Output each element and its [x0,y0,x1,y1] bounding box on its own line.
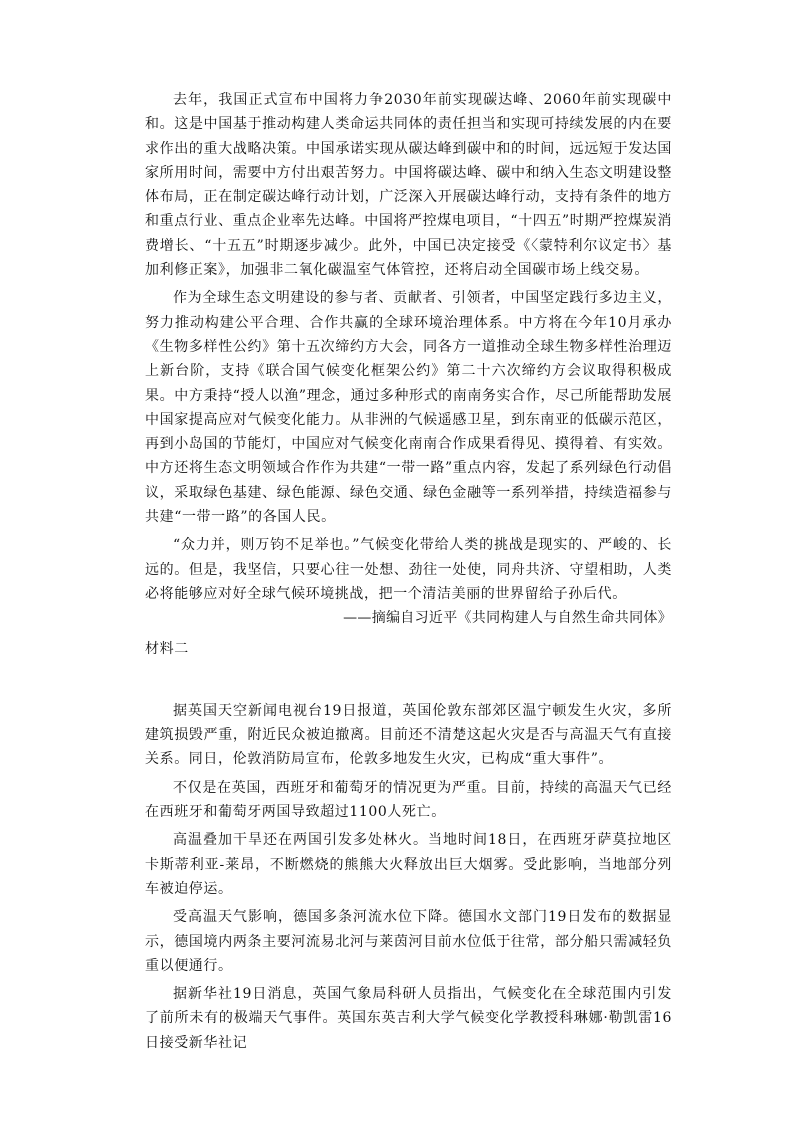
material-one-paragraph-3: “众力并，则万钧不足举也。”气候变化带给人类的挑战是现实的、严峻的、长远的。但是，我坚信，只要心往一处想、劲往一处使，同舟共济、守望相助，人类必将能够应对好全球气候环境挑战，把一个清洁美丽的世界留给子孙后代。 [145,537,672,602]
material-two-paragraph-5: 据新华社19日消息，英国气象局科研人员指出，气候变化在全球范围内引发了前所未有的极端天气事件。英国东英吉利大学气候变化学教授科琳娜·勒凯雷16日接受新华社记 [145,986,672,1051]
material-one-paragraph-2: 作为全球生态文明建设的参与者、贡献者、引领者，中国坚定践行多边主义，努力推动构建公平合理、合作共赢的全球环境治理体系。中方将在今年10月承办《生物多样性公约》第十五次缔约方大会，同各方一道推动全球生物多样性治理迈上新台阶，支持《联合国气候变化框架公约》第二十六次缔约方会议取得积极成果。中方秉持“授人以渔”理念，通过多种形式的南南务实合作，尽己所能帮助发展中国家提高应对气候变化能力。从非洲的气候遥感卫星，到东南亚的低碳示范区，再到小岛国的节能灯，中国应对气候变化南南合作成果看得见、摸得着、有实效。中方还将生态文明领域合作作为共建“一带一路”重点内容，发起了系列绿色行动倡议，采取绿色基建、绿色能源、绿色交通、绿色金融等一系列举措，持续造福参与共建“一带一路”的各国人民。 [145,290,672,526]
document-page [145,88,672,1055]
material-two-paragraph-3: 高温叠加干旱还在两国引发多处林火。当地时间18日，在西班牙萨莫拉地区卡斯蒂利亚-莱昂，不断燃烧的熊熊大火释放出巨大烟雾。受此影响，当地部分列车被迫停运。 [145,832,672,897]
material-two-paragraph-2: 不仅是在英国，西班牙和葡萄牙的情况更为严重。目前，持续的高温天气已经在西班牙和葡萄牙两国导致超过1100人死亡。 [145,779,672,821]
section-spacer [145,661,672,699]
material-one-attribution: ——摘编自习近平《共同构建人与自然生命共同体》 [343,610,672,627]
material-two-paragraph-1: 据英国天空新闻电视台19日报道，英国伦敦东部郊区温宁顿发生火灾，多所建筑损毁严重，附近民众被迫撤离。目前还不清楚这起火灾是否与高温天气有直接关系。同日，伦敦消防局宣布，伦敦多地发生火灾，已构成“重大事件”。 [145,702,672,768]
material-one-paragraph-1: 去年，我国正式宣布中国将力争2030年前实现碳达峰、2060年前实现碳中和。这是中国基于推动构建人类命运共同体的责任担当和实现可持续发展的内在要求作出的重大战略决策。中国承诺实现从碳达峰到碳中和的时间，远远短于发达国家所用时间，需要中方付出艰苦努力。中国将碳达峰、碳中和纳入生态文明建设整体布局，正在制定碳达峰行动计划，广泛深入开展碳达峰行动，支持有条件的地方和重点行业、重点企业率先达峰。中国将严控煤电项目，“十四五”时期严控煤炭消费增长、“十五五”时期逐步减少。此外，中国已决定接受《〈蒙特利尔议定书〉基加利修正案》，加强非二氧化碳温室气体管控，还将启动全国碳市场上线交易。 [145,92,672,279]
material-two-paragraph-4: 受高温天气影响，德国多条河流水位下降。德国水文部门19日发布的数据显示，德国境内两条主要河流易北河与莱茵河目前水位低于往常，部分船只需减轻负重以便通行。 [145,909,672,974]
material-two-heading: 材料二 [145,640,189,657]
